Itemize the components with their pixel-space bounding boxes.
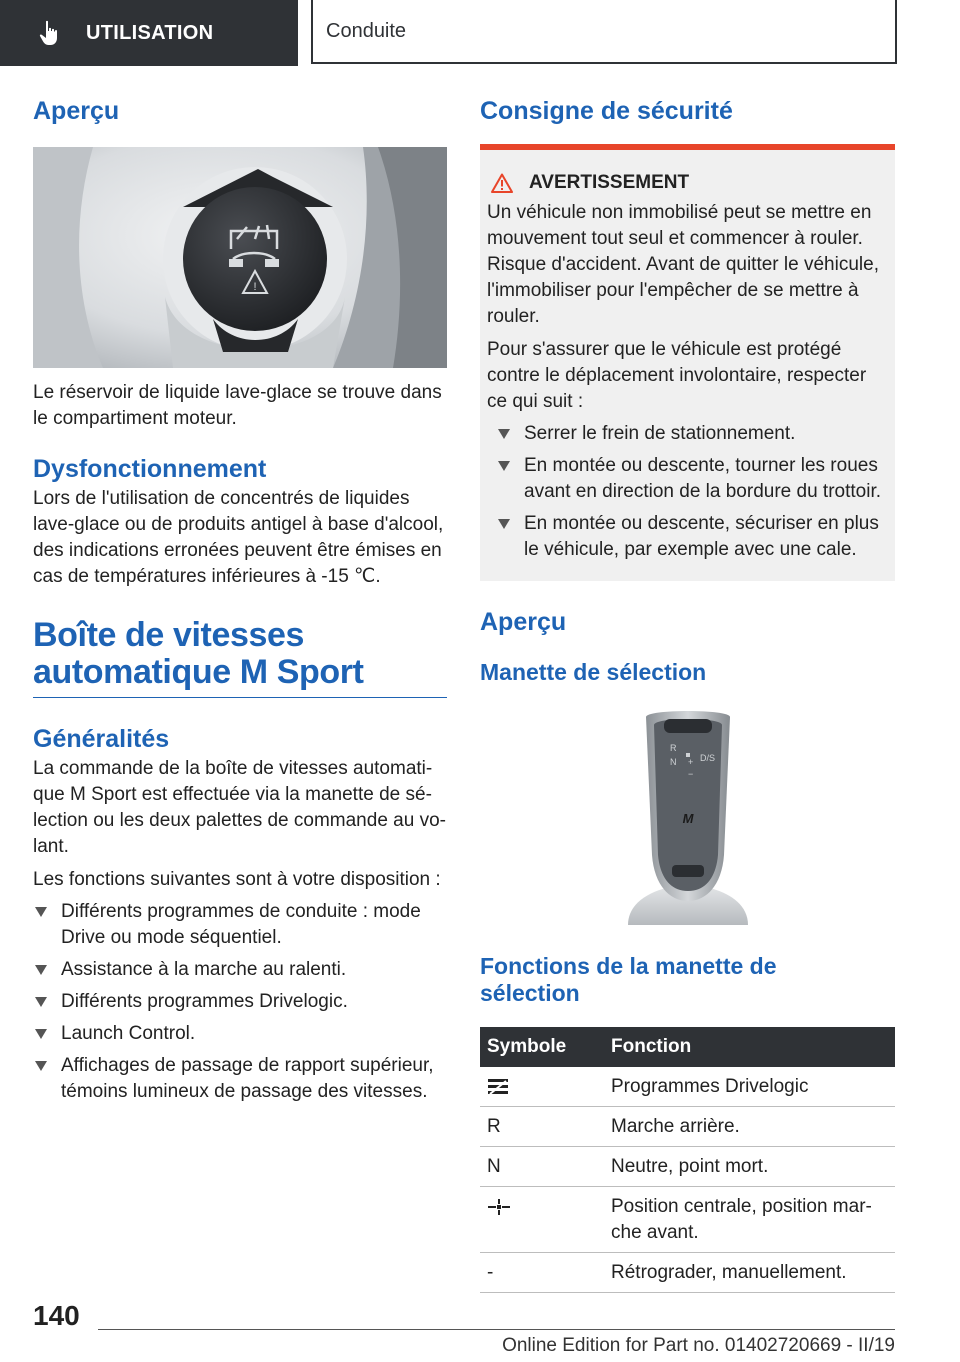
table-row xyxy=(480,1252,895,1292)
svg-text:D/S: D/S xyxy=(699,752,715,763)
bullet-triangle-icon xyxy=(35,997,47,1007)
svg-text:N: N xyxy=(669,756,676,767)
table-row xyxy=(480,1106,895,1146)
apercu-heading: Aperçu xyxy=(33,97,120,125)
washer-reservoir-photo xyxy=(33,147,447,368)
bullet-triangle-icon xyxy=(498,519,510,529)
drivelogic-icon xyxy=(487,1078,509,1096)
left-column xyxy=(33,96,447,1105)
selector-lever-image xyxy=(480,705,895,925)
svg-text:M: M xyxy=(682,810,693,826)
gear-selector-illustration xyxy=(608,705,768,925)
table-row xyxy=(480,1186,895,1252)
boite-heading xyxy=(33,617,447,698)
section-tab[interactable] xyxy=(0,0,298,66)
bullet-triangle-icon xyxy=(498,429,510,439)
bullet-triangle-icon xyxy=(35,1061,47,1071)
section-title: UTILISATION xyxy=(86,21,214,44)
list-item: Différents programmes de conduite : mode Drive ou mode séquentiel. xyxy=(33,899,447,951)
table-header-fonction: Fonction xyxy=(604,1027,895,1067)
table-row xyxy=(480,1146,895,1186)
table-cell-symbol: - xyxy=(480,1252,604,1292)
boite-heading-line2: automatique M Sport xyxy=(33,652,364,691)
svg-text:R: R xyxy=(669,742,676,753)
fonctions-heading: Fonctions de la manette de sélection xyxy=(480,952,777,1007)
table-cell-symbol: N xyxy=(480,1146,604,1186)
page-number: 140 xyxy=(33,1300,80,1331)
list-item: Assistance à la marche au ralenti. xyxy=(33,957,447,983)
subsection-tab[interactable] xyxy=(311,0,897,64)
list-item: Affichages de passage de rapport supérieur, témoins lumineux de passage des vitesses. xyxy=(33,1053,447,1105)
table-cell-function: Neutre, point mort. xyxy=(604,1146,895,1186)
warning-title: AVERTISSEMENT xyxy=(491,172,883,194)
table-cell-function: Programmes Drivelogic xyxy=(604,1067,895,1107)
list-item: En montée ou descente, tourner les roues avant en direction de la bordure du trottoir. xyxy=(496,453,883,505)
table-cell-symbol: R xyxy=(480,1106,604,1146)
fonctions-table xyxy=(480,1027,895,1293)
apercu-heading-right: Aperçu xyxy=(480,608,567,636)
svg-text:!: ! xyxy=(253,281,257,293)
table-cell-function: Position centrale, position marche avant. xyxy=(604,1186,895,1252)
svg-text:−: − xyxy=(687,768,693,779)
bullet-triangle-icon xyxy=(35,907,47,917)
consigne-heading: Consigne de sécurité xyxy=(480,97,733,125)
list-item: Launch Control. xyxy=(33,1021,447,1047)
warning-text: Un véhicule non immobilisé peut se mettre en mouvement tout seul et commencer à rouler. Risque d'accident. Avant de quitter le véhicule, l'immobiliser pour l'empêcher de se mettre à rouler. xyxy=(487,202,879,327)
subsection-title: Conduite xyxy=(326,19,407,42)
generalites-heading: Généralités xyxy=(33,725,170,754)
washer-cap-illustration xyxy=(33,147,447,368)
bullet-triangle-icon xyxy=(35,965,47,975)
dysfonctionnement-heading: Dysfonctionnement xyxy=(33,455,267,483)
bullet-triangle-icon xyxy=(498,461,510,471)
right-column xyxy=(480,96,895,1293)
hand-pointer-icon xyxy=(38,20,62,46)
list-item: En montée ou descente, sécuriser en plus le véhicule, par exemple avec une cale. xyxy=(496,511,883,563)
table-cell-symbol xyxy=(480,1186,604,1252)
warning-triangle-icon xyxy=(491,173,513,193)
fonctions-intro: Les fonctions suivantes sont à votre disposition : xyxy=(33,869,441,891)
center-position-icon xyxy=(487,1197,511,1217)
svg-text:+: + xyxy=(687,756,693,767)
table-cell-function: Marche arrière. xyxy=(604,1106,895,1146)
edition-text: Online Edition for Part no. 01402720669 - II/19 xyxy=(502,1335,895,1356)
table-cell-function: Rétrograder, manuellement. xyxy=(604,1252,895,1292)
list-item: Serrer le frein de stationnement. xyxy=(496,421,883,447)
dysfonctionnement-text: Lors de l'utilisation de concentrés de liquides lave-glace ou de produits antigel à base d'alcool, des indications erronées peuvent être émises en cas de températures inférieures à ‑15 ℃. xyxy=(33,488,444,587)
warning-box xyxy=(480,144,895,581)
footer-divider xyxy=(98,1329,895,1330)
list-item: Différents programmes Drivelogic. xyxy=(33,989,447,1015)
warning-text-2: Pour s'assurer que le véhicule est protégé contre le déplacement involontaire, respecter ce qui suit : xyxy=(487,339,867,412)
generalites-text: La commande de la boîte de vitesses automatique M Sport est effectuée via la manette de sélection ou les deux palettes de commande au volant. xyxy=(33,758,446,858)
fonctions-list xyxy=(33,899,447,1105)
boite-heading-line1: Boîte de vitesses xyxy=(33,616,304,654)
manette-heading: Manette de sélection xyxy=(480,659,707,685)
warning-list xyxy=(496,421,883,563)
table-row xyxy=(480,1067,895,1107)
bullet-triangle-icon xyxy=(35,1029,47,1039)
table-header-symbole: Symbole xyxy=(480,1027,604,1067)
reservoir-text: Le réservoir de liquide lave-glace se trouve dans le compartiment moteur. xyxy=(33,382,442,429)
table-cell-symbol xyxy=(480,1067,604,1107)
